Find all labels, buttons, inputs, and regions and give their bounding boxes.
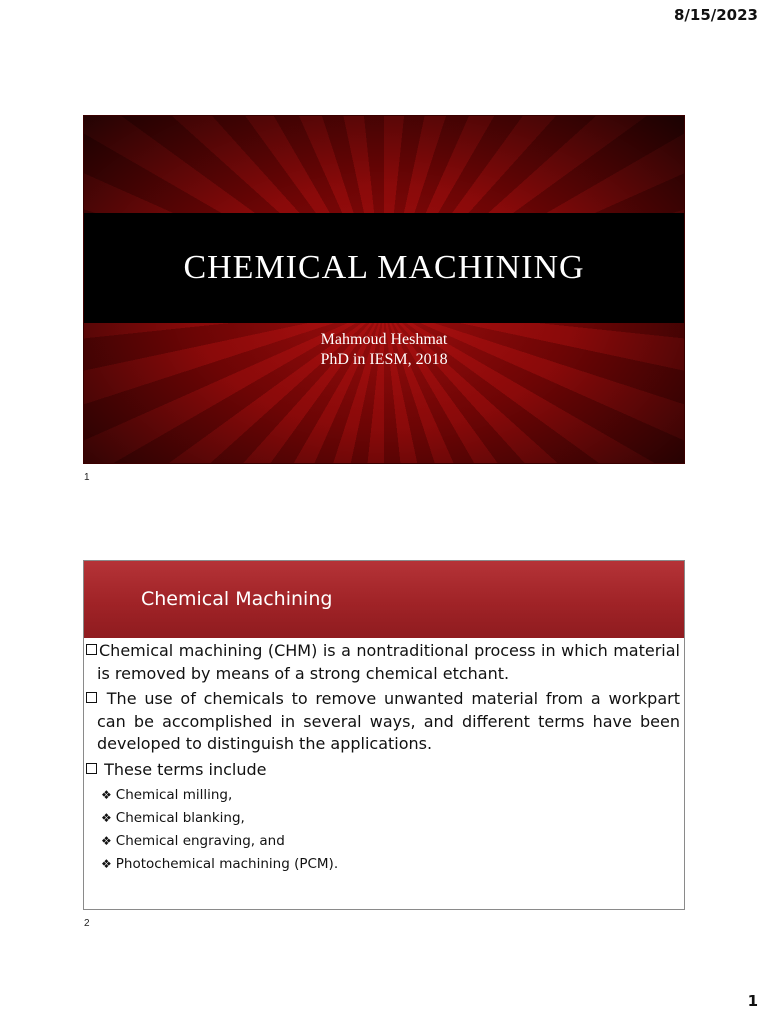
four-diamond-icon: ❖ bbox=[101, 811, 112, 825]
sub-bullet-text: Chemical blanking, bbox=[115, 810, 245, 826]
author-name: Mahmoud Heshmat bbox=[320, 331, 448, 348]
bullet-item bbox=[84, 640, 680, 685]
sub-bullet-item bbox=[84, 807, 680, 830]
four-diamond-icon: ❖ bbox=[101, 788, 112, 802]
checkbox-square-icon bbox=[86, 644, 97, 655]
bullet-item bbox=[84, 759, 680, 782]
title-band bbox=[84, 213, 684, 323]
slide-content bbox=[84, 640, 684, 876]
slide-header bbox=[84, 561, 684, 638]
sub-bullet-text: Chemical milling, bbox=[115, 787, 233, 803]
checkbox-square-icon bbox=[86, 692, 97, 703]
slide-header-title: Chemical Machining bbox=[141, 588, 333, 610]
page-date: 8/15/2023 bbox=[673, 6, 758, 24]
bullet-item bbox=[84, 688, 680, 756]
sub-bullet-text: Photochemical machining (PCM). bbox=[115, 856, 339, 872]
author-credentials: PhD in IESM, 2018 bbox=[320, 351, 448, 368]
bullet-text: These terms include bbox=[104, 759, 267, 779]
page-number: 1 bbox=[747, 992, 758, 1010]
title-slide bbox=[83, 115, 685, 464]
four-diamond-icon: ❖ bbox=[101, 857, 112, 871]
content-slide bbox=[83, 560, 685, 910]
slide-number-1: 1 bbox=[84, 472, 90, 483]
sub-bullet-item bbox=[84, 830, 680, 853]
sub-bullet-text: Chemical engraving, and bbox=[115, 833, 285, 849]
sub-bullet-item bbox=[84, 784, 680, 807]
checkbox-square-icon bbox=[86, 763, 97, 774]
sub-bullet-item bbox=[84, 853, 680, 876]
four-diamond-icon: ❖ bbox=[101, 834, 112, 848]
bullet-text: Chemical machining (CHM) is a nontraditional process in which material is removed by means of a strong chemical etchant. bbox=[97, 641, 680, 683]
bullet-text: The use of chemicals to remove unwanted material from a workpart can be accomplished in several ways, and different terms have been developed to distinguish the applications. bbox=[97, 689, 680, 753]
slide-number-2: 2 bbox=[84, 918, 90, 929]
slide-title: CHEMICAL MACHINING bbox=[183, 249, 585, 286]
